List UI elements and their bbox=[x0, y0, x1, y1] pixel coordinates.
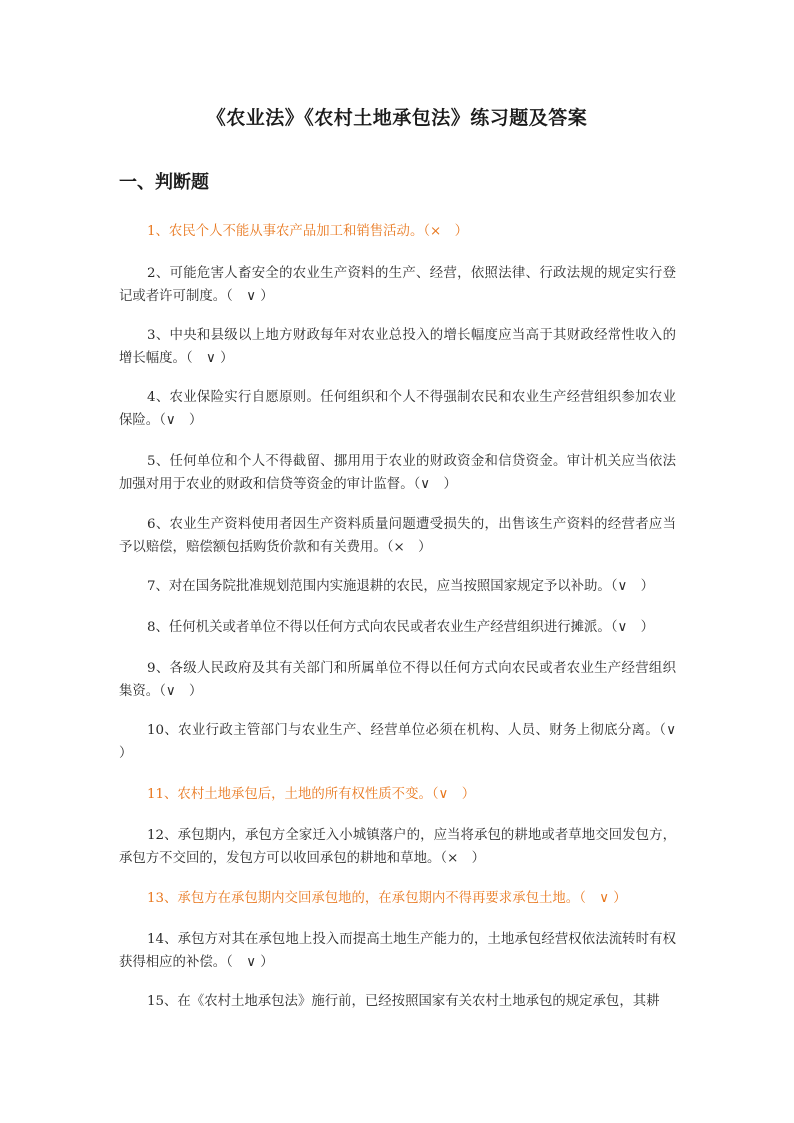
question-item: 13、承包方在承包期内交回承包地的，在承包期内不得再要求承包土地。（ ∨ ） bbox=[147, 891, 627, 906]
question-item: 4、农业保险实行自愿原则。任何组织和个人不得强制农民和农业生产经营组织参加农业保险。（∨ ） bbox=[119, 390, 676, 428]
question-item: 12、承包期内，承包方全家迁入小城镇落户的，应当将承包的耕地或者草地交回发包方，承包方不交回的，发包方可以收回承包的耕地和草地。（× ） bbox=[119, 828, 676, 866]
question-item: 8、任何机关或者单位不得以任何方式向农民或者农业生产经营组织进行摊派。（∨ ） bbox=[147, 620, 655, 635]
question-item: 3、中央和县级以上地方财政每年对农业总投入的增长幅度应当高于其财政经常性收入的增长幅度。（ ∨ ） bbox=[119, 328, 676, 366]
question-item: 11、农村土地承包后，土地的所有权性质不变。（∨ ） bbox=[147, 787, 476, 802]
question-item: 2、可能危害人畜安全的农业生产资料的生产、经营，依照法律、行政法规的规定实行登记或者许可制度。（ ∨ ） bbox=[119, 266, 676, 304]
question-item: 7、对在国务院批准规划范围内实施退耕的农民，应当按照国家规定予以补助。（∨ ） bbox=[147, 579, 655, 594]
question-item: 1、农民个人不能从事农产品加工和销售活动。（× ） bbox=[147, 224, 469, 239]
section-heading: 一、判断题 bbox=[119, 172, 209, 193]
question-item: 9、各级人民政府及其有关部门和所属单位不得以任何方式向农民或者农业生产经营组织集资。（∨ ） bbox=[119, 661, 676, 699]
question-item: 6、农业生产资料使用者因生产资料质量问题遭受损失的，出售该生产资料的经营者应当予以赔偿，赔偿额包括购货价款和有关费用。（× ） bbox=[119, 517, 676, 555]
document-title: 《农业法》《农村土地承包法》练习题及答案 bbox=[206, 107, 588, 129]
question-item: 5、任何单位和个人不得截留、挪用用于农业的财政资金和信贷资金。审计机关应当依法加强对用于农业的财政和信贷等资金的审计监督。（∨ ） bbox=[119, 454, 676, 492]
question-item: 14、承包方对其在承包地上投入而提高土地生产能力的，土地承包经营权依法流转时有权获得相应的补偿。（ ∨ ） bbox=[119, 932, 676, 970]
question-item: 15、在《农村土地承包法》施行前，已经按照国家有关农村土地承包的规定承包，其耕 bbox=[147, 994, 660, 1009]
question-item: 10、农业行政主管部门与农业生产、经营单位必须在机构、人员、财务上彻底分离。（∨ ） bbox=[119, 723, 690, 761]
